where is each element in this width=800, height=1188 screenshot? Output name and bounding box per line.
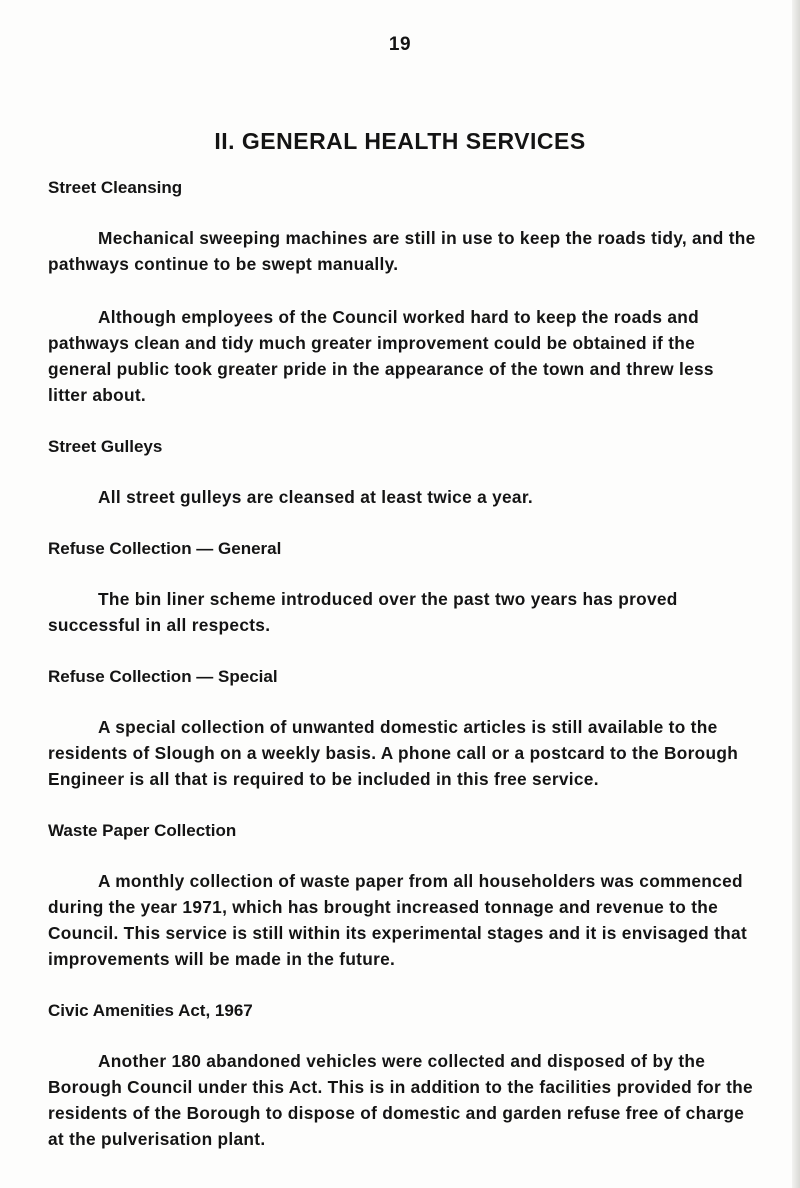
section-heading: Refuse Collection — Special (48, 667, 278, 686)
section-heading: Street Gulleys (48, 437, 163, 456)
section-street-cleansing (48, 176, 758, 408)
section-heading: Refuse Collection — General (48, 539, 282, 558)
section-title: II. GENERAL HEALTH SERVICES (214, 128, 586, 154)
body-paragraph: The bin liner scheme introduced over the past two years has proved successful in all respects. (48, 589, 678, 635)
section-street-gulleys (48, 435, 758, 510)
section-heading: Street Cleansing (48, 178, 183, 197)
body-paragraph: Mechanical sweeping machines are still in use to keep the roads tidy, and the pathways continue to be swept manually. (48, 228, 756, 274)
section-refuse-collection-special (48, 665, 758, 792)
body-paragraph: All street gulleys are cleansed at least twice a year. (98, 487, 534, 507)
section-civic-amenities-act (48, 999, 758, 1152)
section-waste-paper-collection (48, 819, 758, 972)
body-paragraph: Although employees of the Council worked hard to keep the roads and pathways clean and tidy much greater improvement could be obtained if the general public took greater pride in the appearance of the town and threw less litter about. (48, 307, 714, 405)
body-paragraph: A monthly collection of waste paper from all householders was commenced during the year 1971, which has brought increased tonnage and revenue to the Council. This service is still within its experimental stages and it is envisaged that improvements will be made in the future. (48, 871, 748, 969)
page-number: 19 (388, 34, 412, 55)
section-heading: Civic Amenities Act, 1967 (48, 1001, 253, 1020)
body-paragraph: Another 180 abandoned vehicles were collected and disposed of by the Borough Council under this Act. This is in addition to the facilities provided for the residents of the Borough to dispose of domestic and garden refuse free of charge at the pulverisation plant. (48, 1051, 753, 1149)
document-body (48, 176, 758, 1179)
page-edge-shadow (792, 0, 800, 1188)
body-paragraph: A special collection of unwanted domestic articles is still available to the residents of Slough on a weekly basis. A phone call or a postcard to the Borough Engineer is all that is required to be included in this free service. (48, 717, 739, 789)
section-heading: Waste Paper Collection (48, 821, 237, 840)
section-refuse-collection-general (48, 537, 758, 638)
